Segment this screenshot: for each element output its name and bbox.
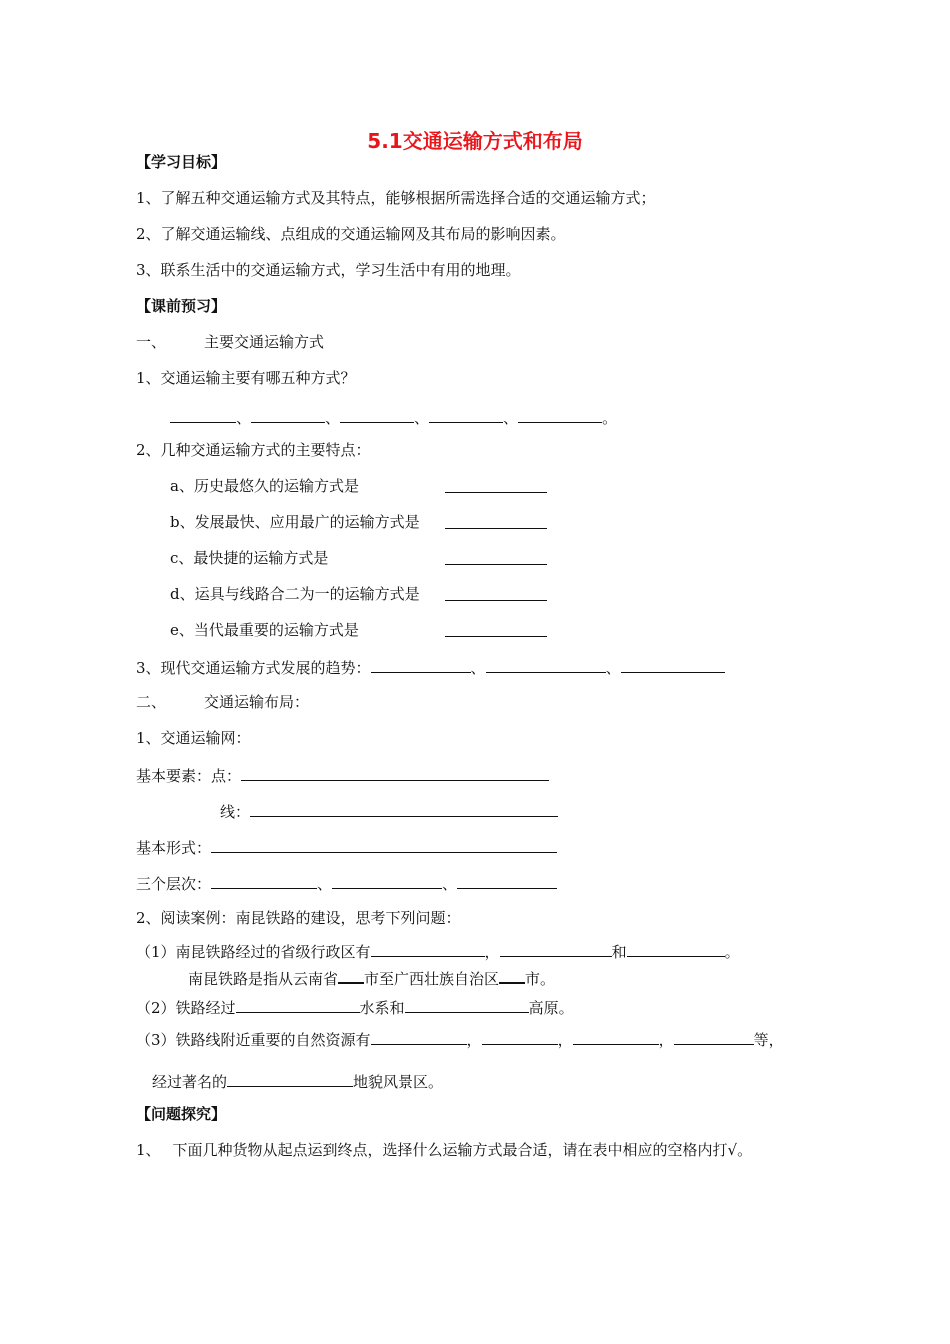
levels-row — [136, 872, 557, 894]
answer-blank[interactable] — [621, 656, 725, 673]
separator: 、 — [236, 409, 252, 427]
elements-point-row — [136, 764, 549, 786]
answer-blank[interactable] — [482, 1028, 558, 1045]
form-row — [136, 836, 557, 858]
period: 。 — [602, 409, 618, 427]
answer-blank[interactable] — [170, 406, 236, 423]
page-title: 5.1交通运输方式和布局 — [367, 129, 583, 153]
and-text: 和 — [611, 943, 627, 961]
part1-question-2: 2、几种交通运输方式的主要特点： — [136, 441, 371, 459]
subquestion-2-text-2: 高原。 — [528, 999, 574, 1017]
explore-question-number: 1、 — [136, 1141, 161, 1159]
separator: 、 — [414, 409, 430, 427]
comma: ， — [658, 1031, 674, 1049]
subquestion-1b-text: 南昆铁路是指从云南省 — [188, 970, 339, 988]
subquestion-2-label: （2）铁路经过 — [136, 999, 236, 1017]
goal-item-2: 2、了解交通运输线、点组成的交通运输网及其布局的影响因素。 — [136, 225, 566, 243]
goal-item-1: 1、了解五种交通运输方式及其特点，能够根据所需选择合适的交通运输方式； — [136, 189, 656, 207]
answer-blank[interactable] — [518, 406, 602, 423]
separator: 、 — [317, 875, 333, 893]
answer-blank[interactable] — [627, 940, 725, 957]
part2-title: 交通运输布局： — [204, 693, 310, 711]
part1-number: 一、 — [136, 333, 167, 351]
feature-b-blank[interactable] — [445, 512, 547, 534]
separator: 、 — [605, 659, 621, 677]
answer-blank[interactable] — [499, 966, 525, 984]
trend-question — [136, 656, 725, 678]
answer-blank[interactable] — [227, 1070, 353, 1087]
feature-e: e、当代最重要的运输方式是 — [170, 621, 359, 639]
answer-blank[interactable] — [371, 1028, 467, 1045]
subquestion-2 — [136, 996, 574, 1018]
explore-question-1 — [136, 1140, 752, 1160]
feature-a: a、历史最悠久的运输方式是 — [170, 477, 359, 495]
part1-question-1: 1、交通运输主要有哪五种方式？ — [136, 369, 356, 387]
answer-blank[interactable] — [371, 940, 485, 957]
part2-question-1: 1、交通运输网： — [136, 729, 251, 747]
answer-blank[interactable] — [332, 872, 442, 889]
explore-heading: 【问题探究】 — [136, 1105, 227, 1123]
feature-d-blank[interactable] — [445, 584, 547, 606]
goal-item-3: 3、联系生活中的交通运输方式，学习生活中有用的地理。 — [136, 261, 521, 279]
answer-blank[interactable] — [241, 764, 549, 781]
comma: ， — [466, 1031, 482, 1049]
part1-title: 主要交通运输方式 — [204, 333, 325, 351]
subquestion-1 — [136, 940, 740, 962]
separator: 、 — [325, 409, 341, 427]
elements-line-row — [220, 800, 558, 822]
answer-blank[interactable] — [486, 656, 606, 673]
separator: 、 — [503, 409, 519, 427]
separator: 、 — [470, 659, 486, 677]
answer-blank[interactable] — [236, 996, 360, 1013]
period: 。 — [724, 943, 740, 961]
answer-blank[interactable] — [251, 406, 325, 423]
levels-label: 三个层次： — [136, 875, 212, 893]
answer-blank[interactable] — [429, 406, 503, 423]
answer-blank[interactable] — [371, 656, 471, 673]
answer-blank[interactable] — [457, 872, 557, 889]
preview-heading: 【课前预习】 — [136, 297, 227, 315]
answer-blank[interactable] — [500, 940, 612, 957]
subquestion-3-end: 等， — [753, 1031, 784, 1049]
answer-blank[interactable] — [211, 872, 317, 889]
feature-e-blank[interactable] — [445, 620, 547, 642]
part2-number: 二、 — [136, 693, 167, 711]
five-modes-blanks — [170, 406, 617, 428]
comma: ， — [557, 1031, 573, 1049]
separator: 、 — [442, 875, 458, 893]
feature-a-blank[interactable] — [445, 476, 547, 498]
form-label: 基本形式： — [136, 839, 212, 857]
subquestion-1b-text-2: 市至广西壮族自治区 — [364, 970, 500, 988]
subquestion-3 — [136, 1028, 784, 1050]
subquestion-3b-text: 经过著名的 — [152, 1073, 228, 1091]
subquestion-1-label: （1）南昆铁路经过的省级行政区有 — [136, 943, 371, 961]
feature-b: b、发展最快、应用最广的运输方式是 — [170, 513, 420, 531]
line-label: 线： — [220, 803, 251, 821]
part2-question-2: 2、阅读案例：南昆铁路的建设，思考下列问题： — [136, 909, 461, 927]
subquestion-2-text: 水系和 — [359, 999, 405, 1017]
answer-blank[interactable] — [250, 800, 558, 817]
answer-blank[interactable] — [405, 996, 529, 1013]
answer-blank[interactable] — [573, 1028, 659, 1045]
feature-c-blank[interactable] — [445, 548, 547, 570]
elements-label: 基本要素：点： — [136, 767, 242, 785]
feature-c: c、最快捷的运输方式是 — [170, 549, 329, 567]
goals-heading: 【学习目标】 — [136, 153, 227, 171]
answer-blank[interactable] — [340, 406, 414, 423]
subquestion-1b — [188, 966, 555, 989]
comma: ， — [484, 943, 500, 961]
subquestion-3b — [152, 1070, 443, 1092]
answer-blank[interactable] — [211, 836, 557, 853]
subquestion-3-label: （3）铁路线附近重要的自然资源有 — [136, 1031, 371, 1049]
feature-d: d、运具与线路合二为一的运输方式是 — [170, 585, 420, 603]
trend-label: 3、现代交通运输方式发展的趋势： — [136, 659, 371, 677]
explore-question-text: 下面几种货物从起点运到终点，选择什么运输方式最合适，请在表中相应的空格内打√。 — [172, 1141, 753, 1159]
answer-blank[interactable] — [674, 1028, 754, 1045]
subquestion-3b-text-2: 地貌风景区。 — [353, 1073, 444, 1091]
answer-blank[interactable] — [338, 966, 364, 984]
subquestion-1b-text-3: 市。 — [525, 970, 556, 988]
